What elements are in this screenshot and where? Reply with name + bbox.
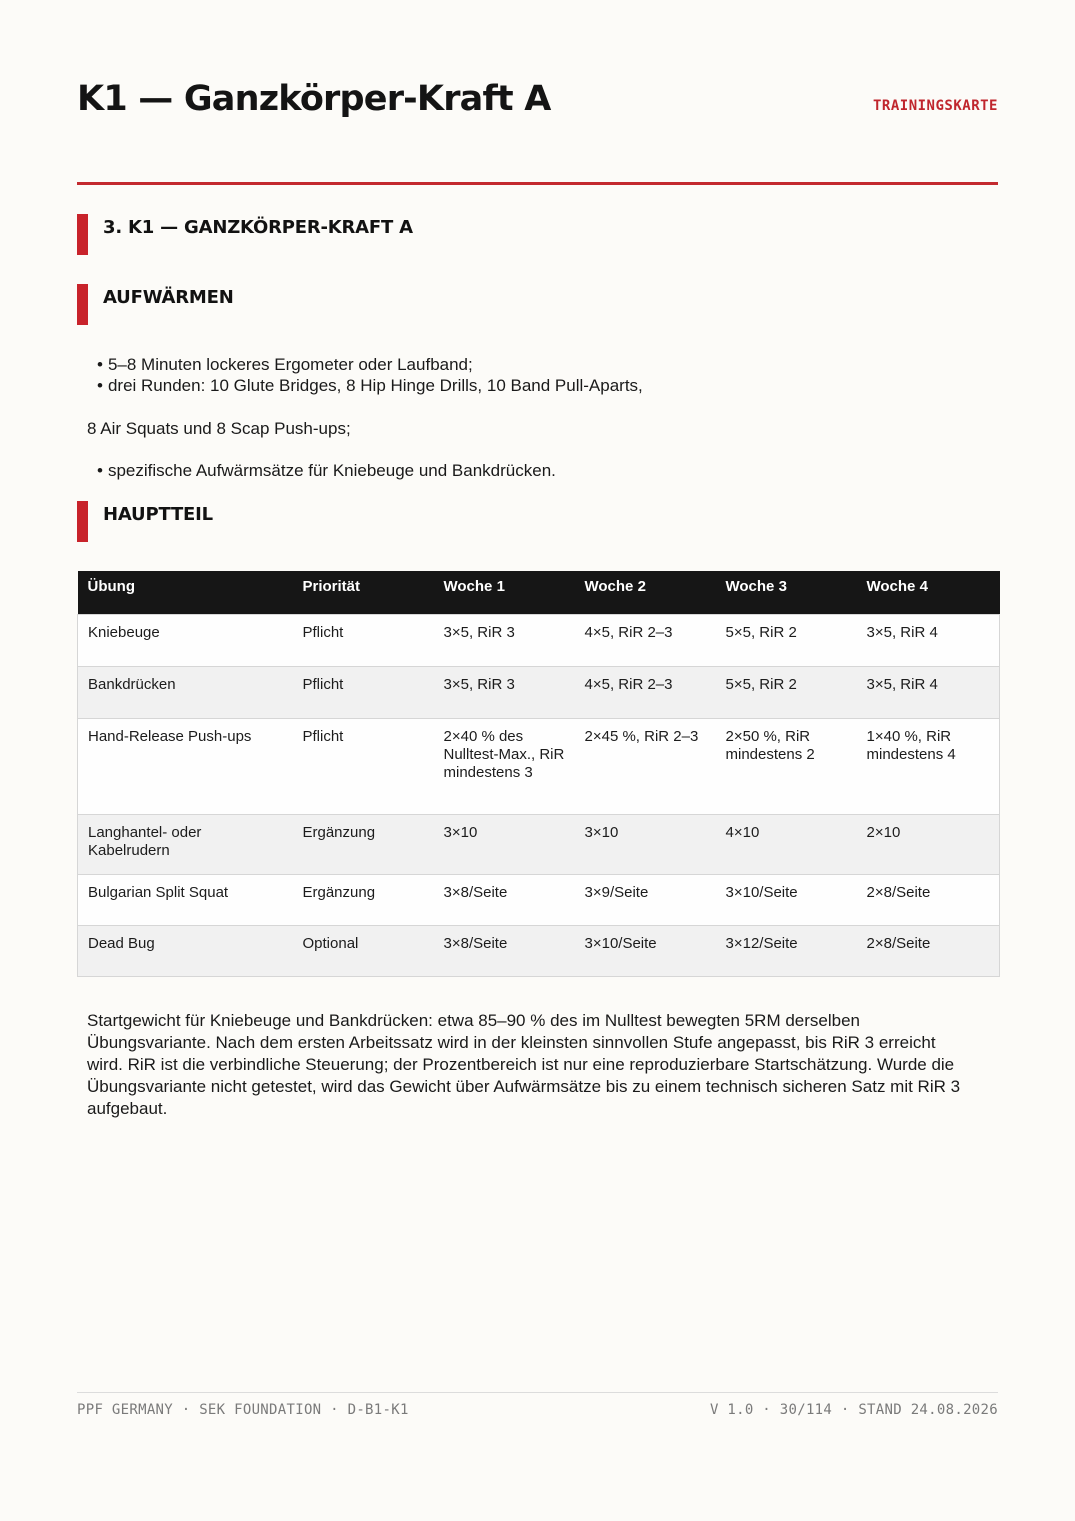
cell-exercise: Bankdrücken [78,666,293,718]
cell-exercise: Langhantel- oder Kabelrudern [78,814,293,874]
training-plan-table [77,571,1000,977]
cell-exercise: Dead Bug [78,925,293,976]
start-weight-note: Startgewicht für Kniebeuge und Bankdrücken: etwa 85–90 % des im Nulltest bewegten 5RM derselben Übungsvariante. Nach dem ersten Arbeitssatz wird in der kleinsten sinnvollen Stufe angepasst, bis RiR 3 erreicht wird. RiR ist die verbindliche Steuerung; der Prozentbereich ist nur eine reproduzierbare Startschätzung. Wurde die Übungsvariante nicht getestet, wird das Gewicht über Aufwärmsätze bis zu einem technisch sicheren Satz mit RiR 3 aufgebaut. [87,1011,961,1118]
cell-week-3: 3×10/Seite [716,874,857,925]
cell-week-2: 3×9/Seite [575,874,716,925]
footer-organization: PPF GERMANY · SEK FOUNDATION · D-B1-K1 [77,1402,409,1418]
column-header-week-2: Woche 2 [575,571,716,614]
table-header-row [78,571,1000,614]
column-header-week-1: Woche 1 [434,571,575,614]
column-header-week-3: Woche 3 [716,571,857,614]
column-header-week-4: Woche 4 [857,571,1000,614]
cell-week-3: 2×50 %, RiR mindestens 2 [716,718,857,814]
warmup-continuation: 8 Air Squats und 8 Scap Push-ups; [87,419,351,438]
cell-priority: Ergänzung [293,874,434,925]
cell-week-4: 3×5, RiR 4 [857,614,1000,666]
table-row [78,925,1000,976]
cell-week-2: 4×5, RiR 2–3 [575,614,716,666]
cell-exercise: Bulgarian Split Squat [78,874,293,925]
warmup-item: • drei Runden: 10 Glute Bridges, 8 Hip Hinge Drills, 10 Band Pull-Aparts, [97,375,643,396]
table-row [78,614,1000,666]
warmup-list-continued [97,460,556,481]
cell-week-2: 2×45 %, RiR 2–3 [575,718,716,814]
document-kind-label: TRAININGSKARTE [872,98,998,114]
cell-week-4: 2×10 [857,814,1000,874]
cell-priority: Pflicht [293,718,434,814]
table-row [78,718,1000,814]
cell-week-3: 4×10 [716,814,857,874]
column-header-priority: Priorität [293,571,434,614]
section-heading-main: 3. K1 — GANZKÖRPER-KRAFT A [77,214,413,255]
cell-week-4: 3×5, RiR 4 [857,666,1000,718]
table-row [78,874,1000,925]
cell-week-1: 3×10 [434,814,575,874]
cell-week-1: 3×8/Seite [434,874,575,925]
section-heading-warmup: AUFWÄRMEN [77,284,234,325]
column-header-exercise: Übung [78,571,293,614]
table-row [78,666,1000,718]
table-row [78,814,1000,874]
cell-week-1: 2×40 % des Nulltest-Max., RiR mindestens 3 [434,718,575,814]
warmup-item: • 5–8 Minuten lockeres Ergometer oder Laufband; [97,354,643,375]
cell-week-4: 2×8/Seite [857,925,1000,976]
cell-priority: Optional [293,925,434,976]
cell-week-2: 3×10 [575,814,716,874]
cell-priority: Pflicht [293,614,434,666]
footer-divider [77,1392,998,1393]
footer-version-info: V 1.0 · 30/114 · STAND 24.08.2026 [709,1402,998,1418]
cell-week-3: 5×5, RiR 2 [716,666,857,718]
cell-week-1: 3×5, RiR 3 [434,614,575,666]
warmup-list [97,354,643,396]
cell-week-1: 3×8/Seite [434,925,575,976]
warmup-item: • spezifische Aufwärmsätze für Kniebeuge und Bankdrücken. [97,460,556,481]
cell-priority: Ergänzung [293,814,434,874]
cell-week-3: 3×12/Seite [716,925,857,976]
cell-week-2: 4×5, RiR 2–3 [575,666,716,718]
cell-week-1: 3×5, RiR 3 [434,666,575,718]
cell-week-3: 5×5, RiR 2 [716,614,857,666]
cell-week-4: 1×40 %, RiR mindestens 4 [857,718,1000,814]
cell-week-4: 2×8/Seite [857,874,1000,925]
page-title: K1 — Ganzkörper-Kraft A [77,79,551,119]
cell-exercise: Kniebeuge [78,614,293,666]
section-heading-mainpart: HAUPTTEIL [77,501,213,542]
cell-week-2: 3×10/Seite [575,925,716,976]
header-divider [77,182,998,185]
document-page [77,0,998,1521]
cell-exercise: Hand-Release Push-ups [78,718,293,814]
cell-priority: Pflicht [293,666,434,718]
